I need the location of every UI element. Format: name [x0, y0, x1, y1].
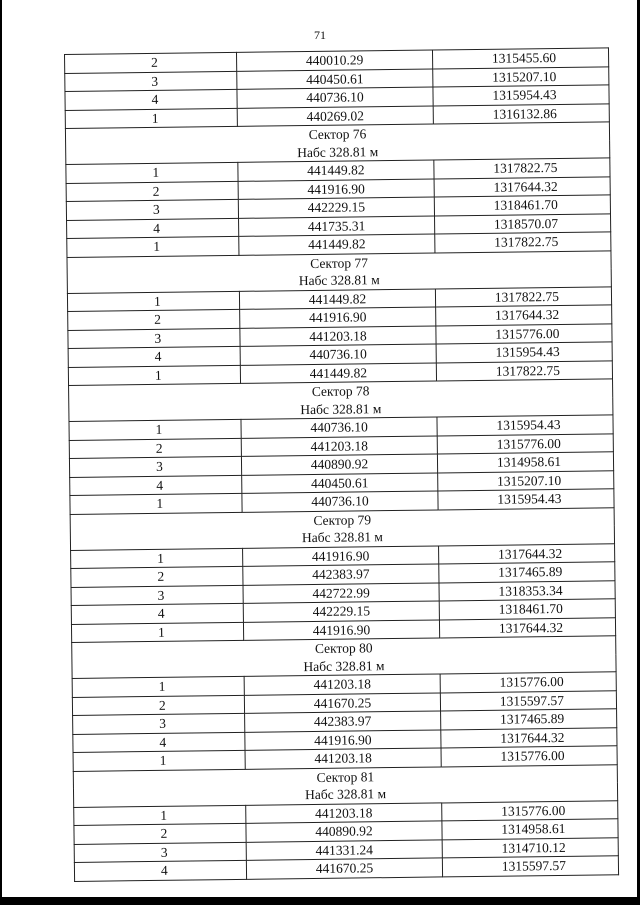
y-coordinate-cell: 1317644.32 [439, 617, 615, 638]
y-coordinate-cell: 1315207.10 [433, 66, 609, 87]
point-number-cell: 1 [66, 162, 238, 183]
x-coordinate-cell: 442383.97 [243, 564, 439, 585]
point-number-cell: 1 [67, 291, 239, 312]
y-coordinate-cell: 1315776.00 [441, 746, 617, 767]
x-coordinate-cell: 441735.31 [239, 215, 435, 236]
scan-edge-bottom [0, 897, 640, 905]
point-number-cell: 3 [71, 585, 243, 606]
y-coordinate-cell: 1315954.43 [436, 342, 612, 363]
y-coordinate-cell: 1317465.89 [441, 709, 617, 730]
x-coordinate-cell: 441670.25 [244, 692, 440, 713]
y-coordinate-cell: 1316132.86 [433, 103, 609, 124]
x-coordinate-cell: 440450.61 [237, 68, 433, 89]
point-number-cell: 1 [74, 805, 246, 826]
y-coordinate-cell: 1317822.75 [435, 286, 611, 307]
x-coordinate-cell: 440890.92 [241, 454, 437, 475]
y-coordinate-cell: 1317822.75 [434, 158, 610, 179]
nabs-value: Набс 328.81 м [73, 782, 617, 807]
sector-heading: Сектор 77 [67, 250, 611, 275]
y-coordinate-cell: 1317822.75 [435, 232, 611, 253]
sector-heading: Сектор 81 [73, 764, 617, 789]
point-number-cell: 1 [70, 493, 242, 514]
point-number-cell: 4 [65, 89, 237, 110]
x-coordinate-cell: 441203.18 [240, 325, 436, 346]
point-number-cell: 1 [67, 236, 239, 257]
x-coordinate-cell: 440890.92 [246, 821, 442, 842]
x-coordinate-cell: 441331.24 [246, 839, 442, 860]
point-number-cell: 1 [71, 548, 243, 569]
x-coordinate-cell: 441916.90 [240, 307, 436, 328]
x-coordinate-cell: 441916.90 [245, 729, 441, 750]
point-number-cell: 2 [71, 566, 243, 587]
x-coordinate-cell: 441916.90 [243, 619, 439, 640]
x-coordinate-cell: 441449.82 [239, 234, 435, 255]
x-coordinate-cell: 442229.15 [243, 601, 439, 622]
y-coordinate-cell: 1314710.12 [442, 837, 618, 858]
y-coordinate-cell: 1314958.61 [437, 452, 613, 473]
point-number-cell: 1 [65, 108, 237, 129]
y-coordinate-cell: 1315776.00 [437, 433, 613, 454]
sector-heading: Сектор 79 [70, 507, 614, 532]
y-coordinate-cell: 1315207.10 [438, 470, 614, 491]
y-coordinate-cell: 1315597.57 [442, 856, 618, 877]
y-coordinate-cell: 1317644.32 [436, 305, 612, 326]
y-coordinate-cell: 1314958.61 [442, 819, 618, 840]
y-coordinate-cell: 1315954.43 [438, 489, 614, 510]
point-number-cell: 1 [73, 750, 245, 771]
coordinates-table-body [65, 48, 619, 881]
nabs-value: Набс 328.81 м [70, 525, 614, 550]
x-coordinate-cell: 440450.61 [242, 472, 438, 493]
y-coordinate-cell: 1318461.70 [434, 195, 610, 216]
y-coordinate-cell: 1318570.07 [435, 213, 611, 234]
x-coordinate-cell: 441449.82 [240, 362, 436, 383]
point-number-cell: 1 [72, 676, 244, 697]
y-coordinate-cell: 1317644.32 [434, 176, 610, 197]
y-coordinate-cell: 1317465.89 [439, 562, 615, 583]
y-coordinate-cell: 1315455.60 [432, 48, 608, 69]
point-number-cell: 3 [69, 456, 241, 477]
page-number: 71 [314, 28, 326, 42]
x-coordinate-cell: 441449.82 [239, 288, 435, 309]
scan-edge-left [0, 0, 2, 905]
point-number-cell: 2 [66, 181, 238, 202]
x-coordinate-cell: 441916.90 [238, 178, 434, 199]
point-number-cell: 3 [65, 71, 237, 92]
point-number-cell: 2 [65, 52, 237, 73]
x-coordinate-cell: 441203.18 [245, 748, 441, 769]
sector-heading: Сектор 76 [65, 122, 609, 147]
point-number-cell: 3 [74, 842, 246, 863]
y-coordinate-cell: 1315776.00 [442, 800, 618, 821]
nabs-value: Набс 328.81 м [67, 268, 611, 293]
coordinates-table [64, 47, 619, 881]
point-number-cell: 4 [68, 346, 240, 367]
point-number-cell: 1 [69, 419, 241, 440]
point-number-cell: 2 [68, 309, 240, 330]
x-coordinate-cell: 440736.10 [237, 87, 433, 108]
point-number-cell: 4 [74, 860, 246, 881]
y-coordinate-cell: 1317822.75 [436, 360, 612, 381]
y-coordinate-cell: 1315954.43 [433, 85, 609, 106]
x-coordinate-cell: 441916.90 [243, 545, 439, 566]
point-number-cell: 3 [68, 328, 240, 349]
x-coordinate-cell: 441203.18 [244, 674, 440, 695]
nabs-value: Набс 328.81 м [66, 140, 610, 165]
x-coordinate-cell: 442229.15 [238, 197, 434, 218]
point-number-cell: 2 [74, 823, 246, 844]
point-number-cell: 2 [72, 695, 244, 716]
x-coordinate-cell: 441203.18 [246, 802, 442, 823]
y-coordinate-cell: 1317644.32 [439, 543, 615, 564]
point-number-cell: 2 [69, 438, 241, 459]
x-coordinate-cell: 442383.97 [245, 711, 441, 732]
x-coordinate-cell: 440736.10 [242, 491, 438, 512]
x-coordinate-cell: 440269.02 [237, 105, 433, 126]
y-coordinate-cell: 1318353.34 [439, 580, 615, 601]
nabs-value: Набс 328.81 м [69, 397, 613, 422]
x-coordinate-cell: 442722.99 [243, 582, 439, 603]
y-coordinate-cell: 1315597.57 [440, 690, 616, 711]
y-coordinate-cell: 1315776.00 [440, 672, 616, 693]
point-number-cell: 1 [68, 365, 240, 386]
sector-heading: Сектор 80 [72, 636, 616, 661]
x-coordinate-cell: 440736.10 [241, 417, 437, 438]
point-number-cell: 4 [73, 732, 245, 753]
point-number-cell: 1 [71, 622, 243, 643]
y-coordinate-cell: 1315954.43 [437, 415, 613, 436]
point-number-cell: 4 [70, 475, 242, 496]
x-coordinate-cell: 441203.18 [241, 435, 437, 456]
point-number-cell: 4 [71, 603, 243, 624]
x-coordinate-cell: 440010.29 [236, 50, 432, 71]
y-coordinate-cell: 1318461.70 [439, 599, 615, 620]
y-coordinate-cell: 1315776.00 [436, 323, 612, 344]
y-coordinate-cell: 1317644.32 [441, 727, 617, 748]
point-number-cell: 4 [67, 218, 239, 239]
x-coordinate-cell: 440736.10 [240, 344, 436, 365]
point-number-cell: 3 [73, 713, 245, 734]
nabs-value: Набс 328.81 м [72, 654, 616, 679]
x-coordinate-cell: 441449.82 [238, 160, 434, 181]
sector-heading: Сектор 78 [69, 379, 613, 404]
point-number-cell: 3 [66, 199, 238, 220]
x-coordinate-cell: 441670.25 [246, 858, 442, 879]
